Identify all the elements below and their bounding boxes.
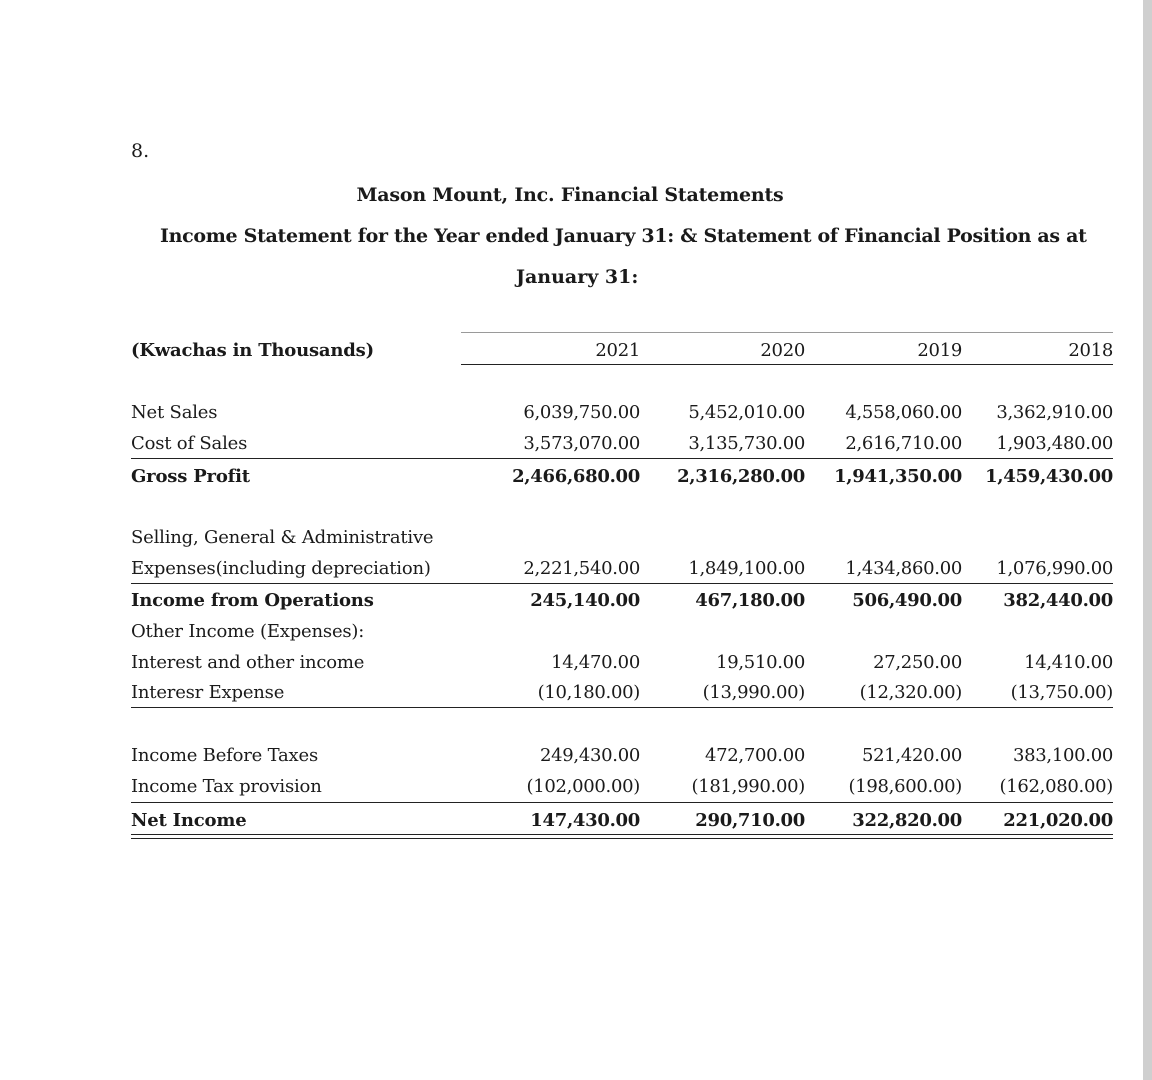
scrollbar[interactable]: [1143, 0, 1152, 1080]
row-label-interest-expense: Interesr Expense: [131, 682, 285, 703]
subtotal-rule: [131, 458, 1113, 459]
table-cell: (10,180.00): [537, 682, 640, 703]
table-cell: 506,490.00: [852, 590, 962, 611]
document-title: Mason Mount, Inc. Financial Statements: [356, 184, 784, 206]
table-cell: 1,459,430.00: [985, 466, 1113, 487]
subtotal-rule: [131, 583, 1113, 584]
table-cell: 322,820.00: [852, 810, 962, 831]
table-cell: 2,221,540.00: [523, 558, 640, 579]
table-cell: 27,250.00: [873, 652, 962, 673]
table-cell: 2,616,710.00: [845, 433, 962, 454]
row-label-sga-continued: Expenses(including depreciation): [131, 558, 431, 579]
table-cell: (181,990.00): [691, 776, 805, 797]
year-header: 2018: [1068, 340, 1113, 361]
table-cell: 3,362,910.00: [996, 402, 1113, 423]
row-label-income-from-operations: Income from Operations: [131, 590, 374, 611]
table-cell: 290,710.00: [695, 810, 805, 831]
table-cell: 472,700.00: [704, 745, 805, 766]
table-cell: 14,470.00: [551, 652, 640, 673]
table-cell: 383,100.00: [1012, 745, 1113, 766]
row-label-other-income: Other Income (Expenses):: [131, 621, 365, 642]
question-number: 8.: [131, 140, 150, 162]
table-cell: 3,573,070.00: [523, 433, 640, 454]
table-cell: 3,135,730.00: [688, 433, 805, 454]
table-cell: (102,000.00): [526, 776, 640, 797]
row-label-sga: Selling, General & Administrative: [131, 527, 434, 548]
table-cell: 2,466,680.00: [512, 466, 640, 487]
total-double-rule-bottom: [131, 838, 1113, 839]
year-header: 2020: [760, 340, 805, 361]
subtotal-rule: [131, 802, 1113, 803]
row-label-net-sales: Net Sales: [131, 402, 218, 423]
table-cell: 19,510.00: [716, 652, 805, 673]
unit-label: (Kwachas in Thousands): [131, 340, 374, 361]
header-bottom-rule: [461, 364, 1113, 365]
table-cell: 2,316,280.00: [677, 466, 805, 487]
table-cell: (198,600.00): [848, 776, 962, 797]
table-cell: (13,750.00): [1010, 682, 1113, 703]
year-header: 2021: [595, 340, 640, 361]
table-cell: 1,849,100.00: [688, 558, 805, 579]
table-cell: (13,990.00): [702, 682, 805, 703]
table-cell: (12,320.00): [859, 682, 962, 703]
table-cell: 147,430.00: [530, 810, 640, 831]
table-cell: 245,140.00: [530, 590, 640, 611]
table-cell: (162,080.00): [999, 776, 1113, 797]
row-label-income-before-taxes: Income Before Taxes: [131, 745, 319, 766]
table-cell: 1,434,860.00: [845, 558, 962, 579]
row-label-cost-of-sales: Cost of Sales: [131, 433, 248, 454]
row-label-gross-profit: Gross Profit: [131, 466, 250, 487]
table-cell: 14,410.00: [1024, 652, 1113, 673]
row-label-interest-income: Interest and other income: [131, 652, 365, 673]
subtotal-rule: [131, 707, 1113, 708]
table-cell: 6,039,750.00: [523, 402, 640, 423]
header-top-rule: [461, 332, 1113, 333]
table-cell: 5,452,010.00: [688, 402, 805, 423]
year-header: 2019: [917, 340, 962, 361]
table-cell: 221,020.00: [1003, 810, 1113, 831]
table-cell: 382,440.00: [1003, 590, 1113, 611]
table-cell: 1,903,480.00: [996, 433, 1113, 454]
table-cell: 1,076,990.00: [996, 558, 1113, 579]
document-subtitle: Income Statement for the Year ended January 31: & Statement of Financial Position as at: [160, 225, 1087, 247]
total-double-rule-top: [131, 834, 1113, 835]
table-cell: 4,558,060.00: [845, 402, 962, 423]
document-subtitle-date: January 31:: [516, 266, 639, 288]
row-label-income-tax: Income Tax provision: [131, 776, 322, 797]
table-cell: 521,420.00: [861, 745, 962, 766]
table-cell: 249,430.00: [539, 745, 640, 766]
table-cell: 467,180.00: [695, 590, 805, 611]
table-cell: 1,941,350.00: [834, 466, 962, 487]
row-label-net-income: Net Income: [131, 810, 247, 831]
